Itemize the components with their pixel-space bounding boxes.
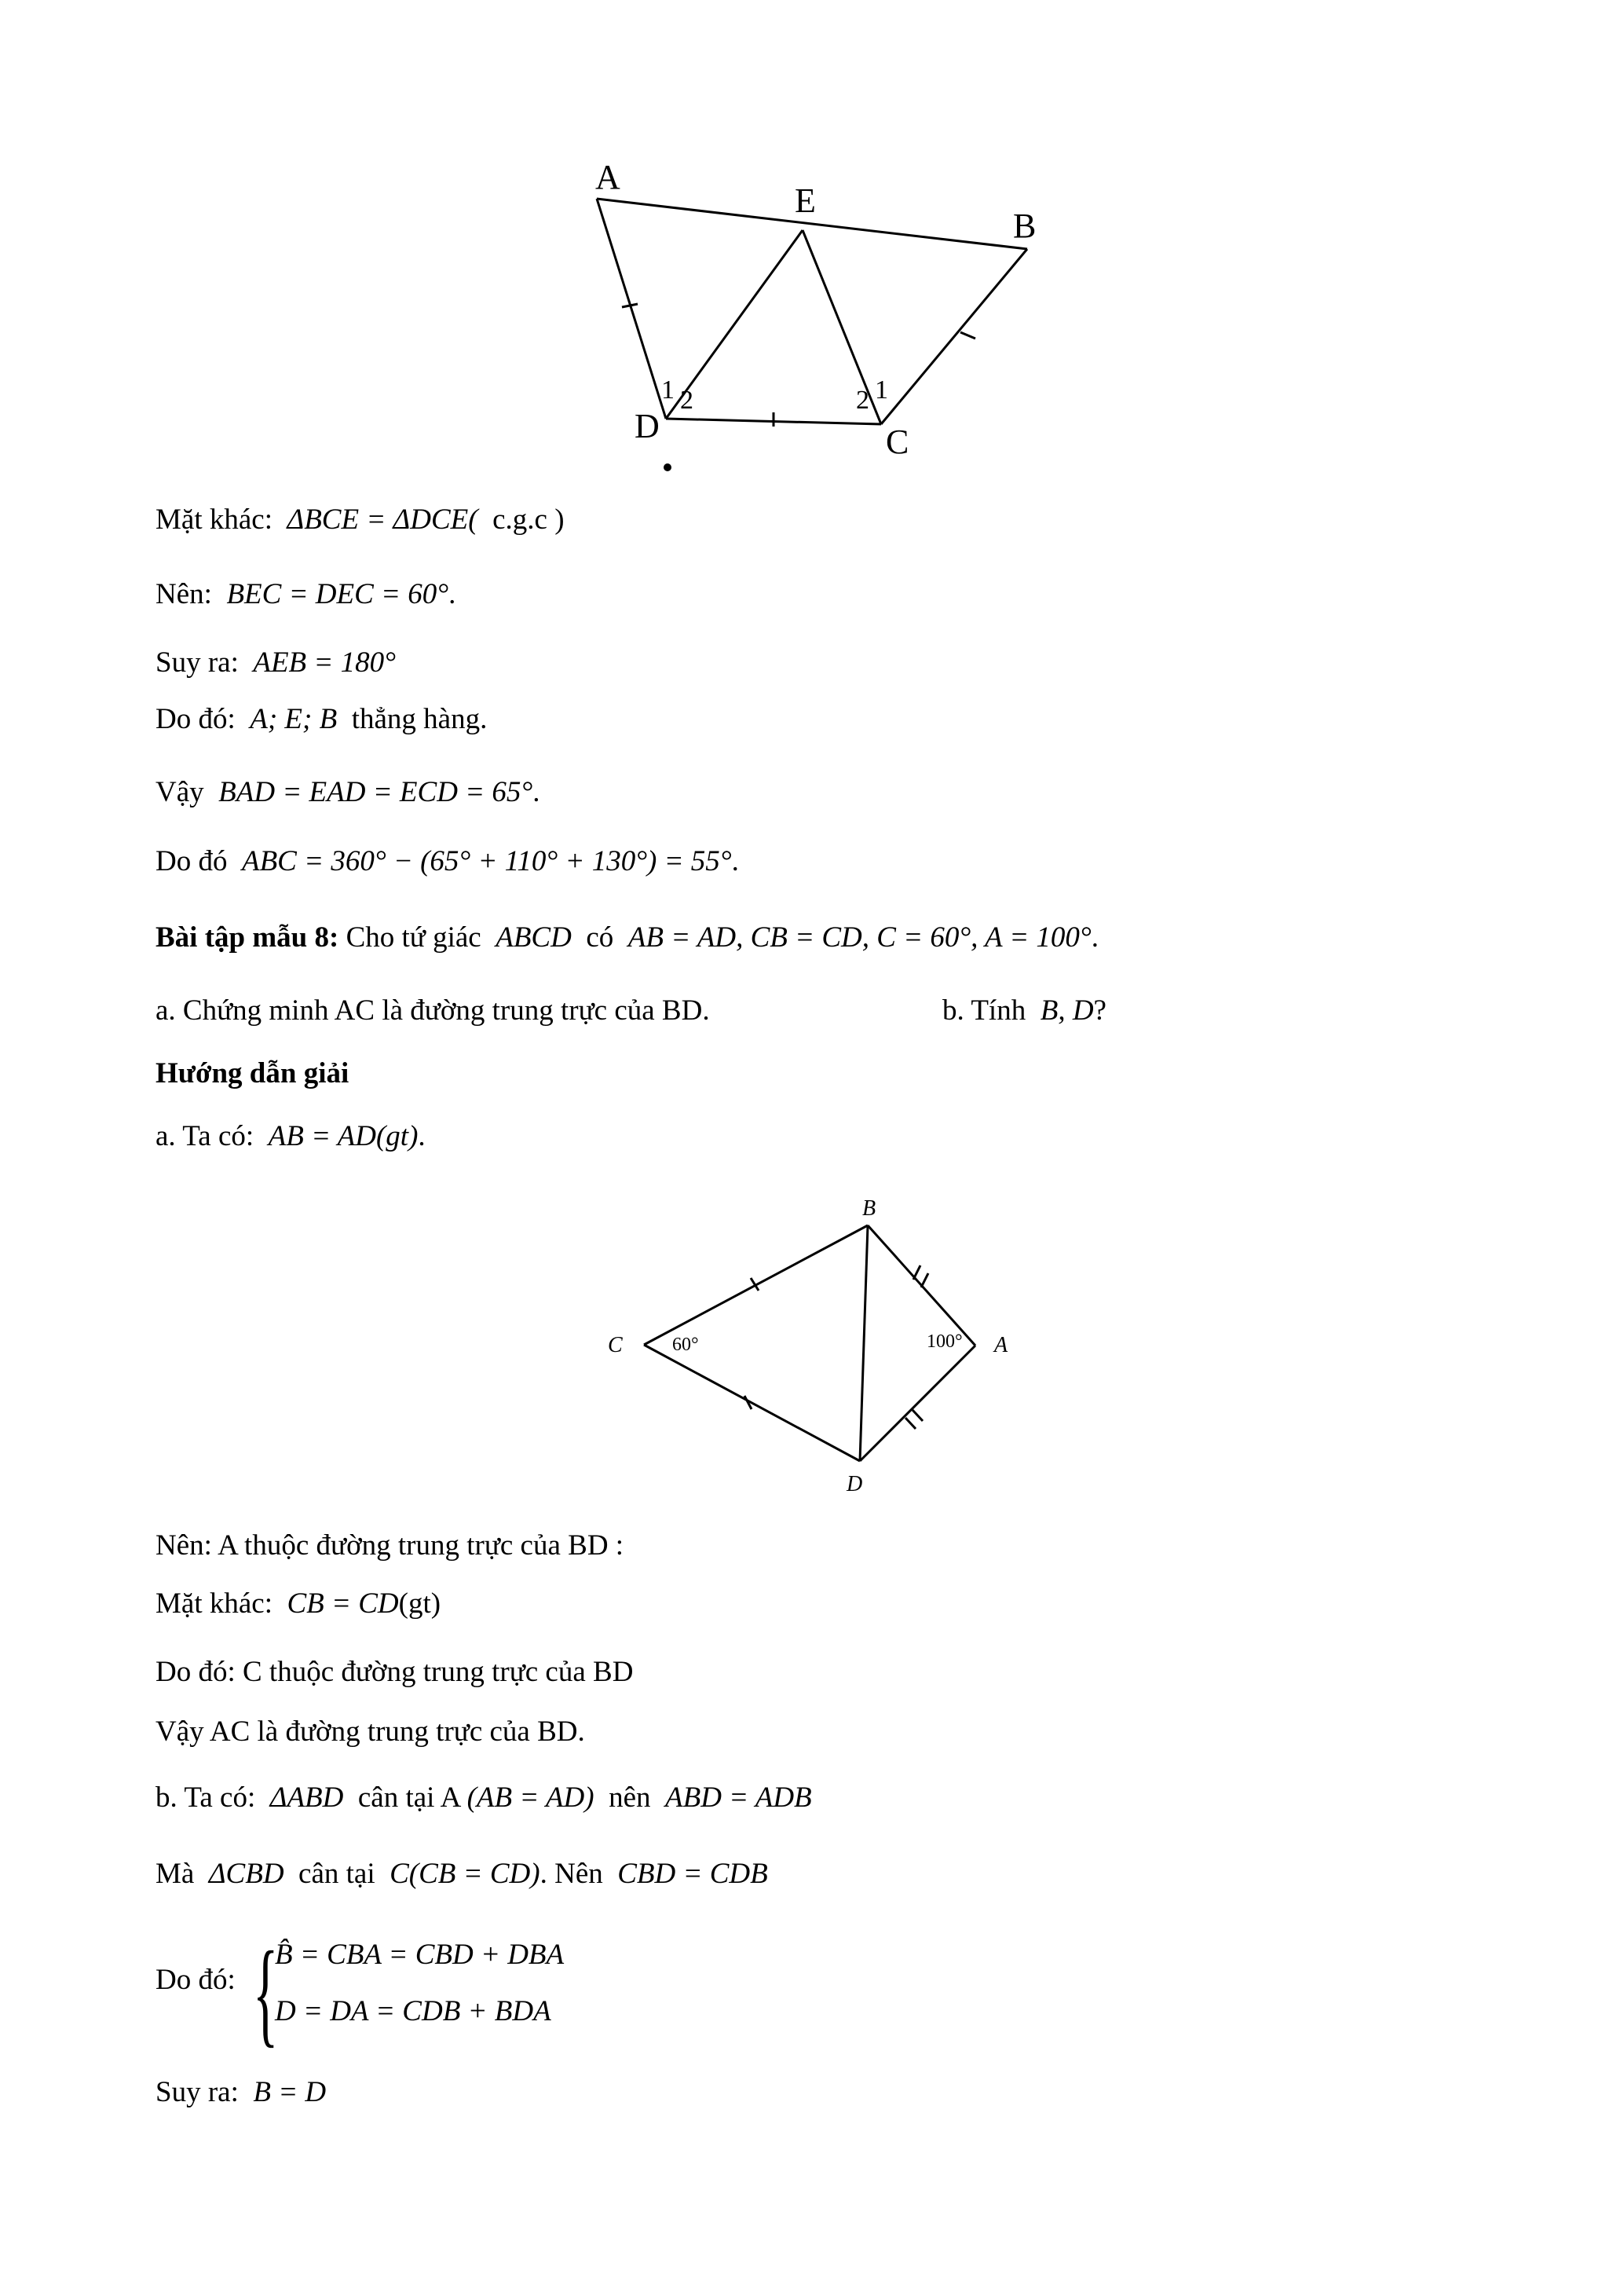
line-18: Suy ra: B = D bbox=[155, 2076, 327, 2108]
line-15: b. Ta có: ΔABD cân tại A (AB = AD) nên ABD = ADB bbox=[155, 1782, 812, 1814]
angle-A-100: 100° bbox=[927, 1331, 963, 1352]
line-17-label: Do đó: bbox=[155, 1964, 236, 1996]
label-D2: D bbox=[847, 1472, 863, 1496]
line-14: Vậy AC là đường trung trực của BD. bbox=[155, 1716, 585, 1748]
part-a-question: a. Chứng minh AC là đường trung trực của BD. bbox=[155, 994, 710, 1027]
angle-c2: 2 bbox=[856, 386, 869, 415]
line-3: Suy ra: AEB = 180° bbox=[155, 646, 396, 679]
line-13: Do đó: C thuộc đường trung trực của BD bbox=[155, 1656, 634, 1688]
label-A: A bbox=[595, 158, 620, 196]
part-b-question: b. Tính B, D? bbox=[942, 994, 1106, 1027]
system-row-1: B̂ = CBA = CBD + DBA bbox=[275, 1939, 565, 1971]
line-11: Nên: A thuộc đường trung trực của BD : bbox=[155, 1529, 624, 1562]
label-D: D bbox=[635, 407, 660, 445]
label-C: C bbox=[886, 423, 909, 461]
exercise-8-statement: Bài tập mẫu 8: Cho tứ giác ABCD có AB = AD, CB = CD, C = 60°, A = 100°. bbox=[155, 921, 1099, 954]
label-B: B bbox=[1013, 207, 1037, 245]
system-row-2: D = DA = CDB + BDA bbox=[275, 1995, 551, 2027]
system-brace: { bbox=[253, 1928, 279, 2058]
figure-quadrilateral-abcd-e bbox=[573, 153, 1060, 483]
line-10: a. Ta có: AB = AD(gt). bbox=[155, 1120, 426, 1152]
angle-C-60: 60° bbox=[672, 1335, 699, 1355]
line-1: Mặt khác: ΔBCE = ΔDCE( c.g.c ) bbox=[155, 504, 565, 536]
line-6: Do đó ABC = 360° − (65° + 110° + 130°) = 55°. bbox=[155, 845, 739, 877]
line-5: Vậy BAD = EAD = ECD = 65°. bbox=[155, 776, 540, 808]
angle-d1: 1 bbox=[661, 375, 675, 405]
figure-kite-abcd bbox=[597, 1190, 1037, 1504]
angle-d2: 2 bbox=[680, 386, 693, 415]
label-E: E bbox=[795, 181, 816, 220]
line-4: Do đó: A; E; B thẳng hàng. bbox=[155, 703, 488, 735]
label-C2: C bbox=[608, 1333, 623, 1357]
label-B2: B bbox=[862, 1196, 876, 1221]
line-12: Mặt khác: CB = CD(gt) bbox=[155, 1587, 441, 1620]
line-2: Nên: BEC = DEC = 60°. bbox=[155, 578, 456, 610]
line-16: Mà ΔCBD cân tại C(CB = CD). Nên CBD = CDB bbox=[155, 1858, 768, 1890]
label-A2: A bbox=[994, 1333, 1008, 1357]
angle-c1: 1 bbox=[875, 375, 888, 405]
solution-heading: Hướng dẫn giải bbox=[155, 1057, 349, 1089]
